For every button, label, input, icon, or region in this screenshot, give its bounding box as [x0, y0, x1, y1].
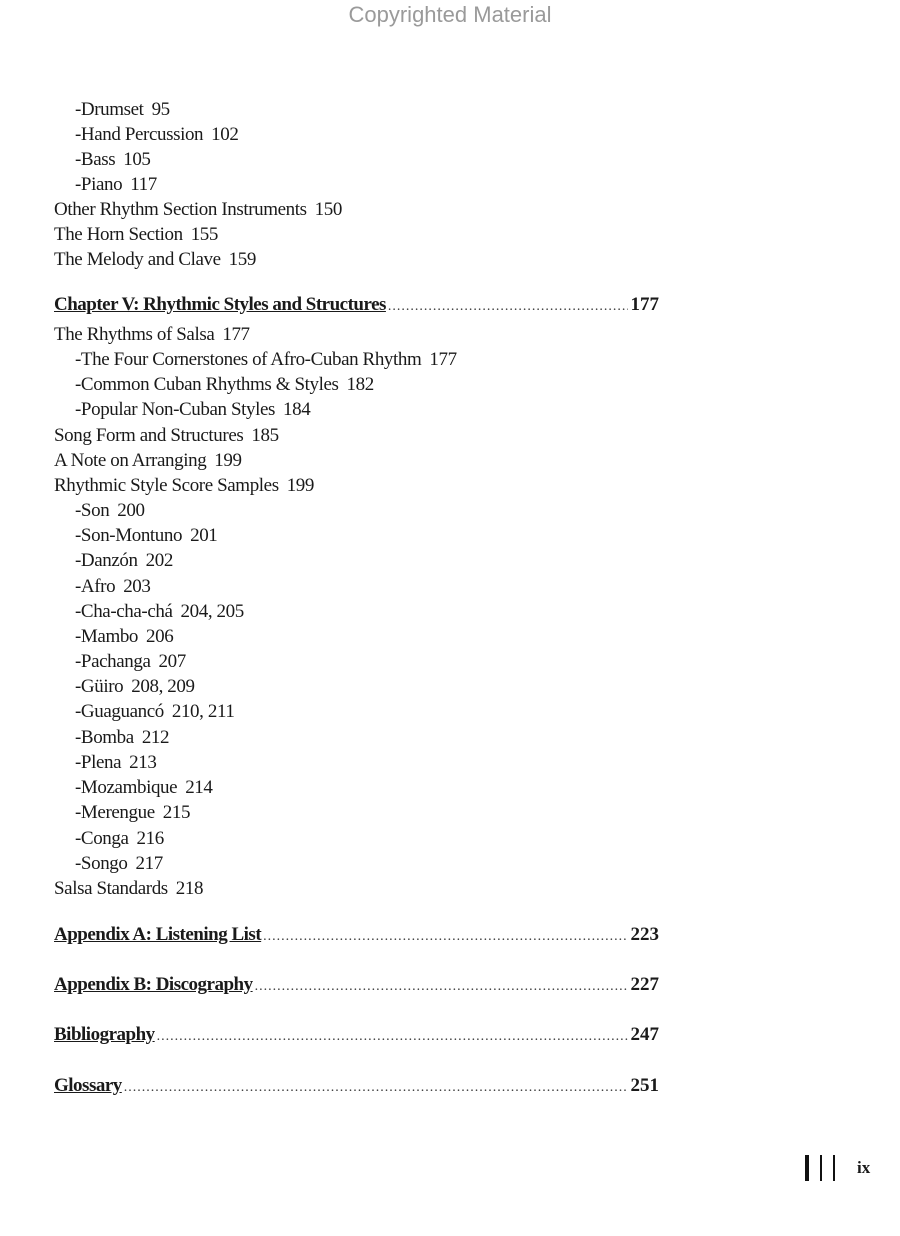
- toc-entry-page: 213: [129, 752, 157, 773]
- appendix-b-title: Appendix B: Discography: [54, 974, 253, 995]
- toc-entry-title: -Common Cuban Rhythms & Styles: [75, 374, 339, 395]
- glossary-page: 251: [630, 1075, 659, 1096]
- toc-entry-page: 199: [286, 475, 315, 496]
- toc-entry-page: 117: [130, 174, 157, 195]
- bibliography-page: 247: [630, 1024, 659, 1045]
- toc-entry-title: -Popular Non-Cuban Styles: [75, 399, 276, 420]
- toc-entry-page: 201: [190, 525, 218, 546]
- toc-entry[interactable]: [54, 323, 250, 347]
- dot-leader: [157, 1025, 628, 1049]
- toc-entry[interactable]: [75, 499, 145, 523]
- toc-entry-title: -Guaguancó: [75, 701, 164, 722]
- toc-entry-page: 208, 209: [131, 676, 195, 697]
- glossary-title: Glossary: [54, 1075, 122, 1096]
- toc-entry-page: 216: [136, 828, 164, 849]
- toc-entry[interactable]: [75, 173, 157, 197]
- toc-entry-title: -Songo: [75, 853, 128, 874]
- footer-ornament: [805, 1155, 843, 1183]
- toc-entry-page: 206: [146, 626, 174, 647]
- toc-entry-page: 150: [314, 199, 342, 220]
- toc-entry-page: 207: [158, 651, 186, 672]
- page-number: ix: [857, 1158, 871, 1177]
- toc-entry-page: 105: [123, 149, 151, 170]
- dot-leader: [124, 1076, 628, 1100]
- toc-entry-title: -Plena: [75, 752, 122, 773]
- toc-entry-title: -Mozambique: [75, 777, 178, 798]
- toc-entry-title: -Pachanga: [75, 651, 151, 672]
- toc-entry-title: Other Rhythm Section Instruments: [54, 199, 307, 220]
- toc-entry-title: -Bomba: [75, 727, 134, 748]
- toc-entry[interactable]: [75, 801, 190, 825]
- toc-entry[interactable]: [54, 424, 279, 448]
- toc-entry[interactable]: [75, 575, 151, 599]
- toc-entry-page: 185: [251, 425, 279, 446]
- toc-entry-page: 159: [228, 249, 256, 270]
- chapter-page: 177: [630, 294, 659, 315]
- toc-entry-title: -Drumset: [75, 99, 144, 120]
- appendix-a-title: Appendix A: Listening List: [54, 924, 262, 945]
- toc-entry[interactable]: [54, 449, 242, 473]
- toc-entry-page: 95: [151, 99, 170, 120]
- toc-entry[interactable]: [54, 474, 314, 498]
- toc-entry-title: Song Form and Structures: [54, 425, 244, 446]
- toc-entry-page: 204, 205: [180, 601, 244, 622]
- toc-entry[interactable]: [54, 198, 342, 222]
- toc-entry[interactable]: [75, 827, 164, 851]
- toc-entry-page: 182: [346, 374, 374, 395]
- appendix-b-page: 227: [630, 974, 659, 995]
- toc-entry-page: 155: [190, 224, 218, 245]
- toc-entry-title: -Conga: [75, 828, 129, 849]
- toc-entry[interactable]: [75, 600, 244, 624]
- toc-bibliography[interactable]: [54, 1023, 659, 1047]
- toc-entry[interactable]: [75, 751, 156, 775]
- toc-entry-title: -Danzón: [75, 550, 138, 571]
- toc-entry[interactable]: [75, 700, 234, 724]
- toc-entry-title: The Melody and Clave: [54, 249, 221, 270]
- toc-appendix-a[interactable]: [54, 923, 659, 947]
- toc-entry-title: The Horn Section: [54, 224, 183, 245]
- toc-chapter-heading[interactable]: [54, 293, 659, 317]
- toc-entry-page: 203: [123, 576, 151, 597]
- toc-entry-page: 199: [214, 450, 242, 471]
- toc-entry-title: -Hand Percussion: [75, 124, 204, 145]
- toc-entry-title: The Rhythms of Salsa: [54, 324, 215, 345]
- toc-entry[interactable]: [54, 877, 203, 901]
- toc-entry-page: 218: [175, 878, 204, 899]
- toc-entry[interactable]: [54, 223, 218, 247]
- toc-entry-title: -Merengue: [75, 802, 155, 823]
- toc-entry[interactable]: [75, 625, 173, 649]
- toc-entry-page: 102: [211, 124, 239, 145]
- toc-glossary[interactable]: [54, 1074, 659, 1098]
- toc-entry[interactable]: [75, 675, 195, 699]
- bibliography-title: Bibliography: [54, 1024, 155, 1045]
- dot-leader: [263, 925, 627, 949]
- toc-entry[interactable]: [75, 98, 170, 122]
- dot-leader: [255, 975, 628, 999]
- toc-entry-title: -Piano: [75, 174, 123, 195]
- toc-entry-page: 202: [145, 550, 173, 571]
- toc-entry[interactable]: [75, 373, 374, 397]
- toc-entry-page: 184: [283, 399, 311, 420]
- toc-entry[interactable]: [75, 348, 457, 372]
- toc-entry-title: -Mambo: [75, 626, 139, 647]
- toc-entry[interactable]: [75, 549, 173, 573]
- toc-entry[interactable]: [75, 852, 163, 876]
- appendix-a-page: 223: [630, 924, 659, 945]
- toc-entry[interactable]: [75, 148, 151, 172]
- toc-entry-page: 177: [222, 324, 250, 345]
- toc-entry-title: -Son-Montuno: [75, 525, 183, 546]
- toc-entry[interactable]: [75, 524, 217, 548]
- toc-entry[interactable]: [54, 248, 256, 272]
- dot-leader: [388, 295, 628, 319]
- toc-entry[interactable]: [75, 123, 238, 147]
- toc-entry-title: Salsa Standards: [54, 878, 168, 899]
- toc-entry[interactable]: [75, 650, 186, 674]
- watermark-header: Copyrighted Material: [348, 2, 552, 27]
- toc-entry-title: -Cha-cha-chá: [75, 601, 173, 622]
- chapter-title: Chapter V: Rhythmic Styles and Structures: [54, 294, 386, 315]
- toc-entry-title: -Afro: [75, 576, 116, 597]
- toc-entry[interactable]: [75, 776, 213, 800]
- toc-entry-page: 177: [429, 349, 457, 370]
- toc-entry-title: A Note on Arranging: [54, 450, 207, 471]
- toc-entry[interactable]: [75, 726, 169, 750]
- toc-appendix-b[interactable]: [54, 973, 659, 997]
- toc-entry-page: 217: [135, 853, 163, 874]
- toc-entry-title: -Son: [75, 500, 110, 521]
- toc-entry-page: 215: [162, 802, 191, 823]
- toc-entry-title: -The Four Cornerstones of Afro-Cuban Rhythm: [75, 349, 422, 370]
- toc-entry-title: Rhythmic Style Score Samples: [54, 475, 279, 496]
- toc-entry-page: 214: [185, 777, 213, 798]
- toc-entry-title: -Bass: [75, 149, 116, 170]
- toc-entry-title: -Güiro: [75, 676, 124, 697]
- toc-entry-page: 212: [141, 727, 170, 748]
- toc-entry-page: 210, 211: [171, 701, 235, 722]
- toc-entry[interactable]: [75, 398, 310, 422]
- toc-entry-page: 200: [117, 500, 145, 521]
